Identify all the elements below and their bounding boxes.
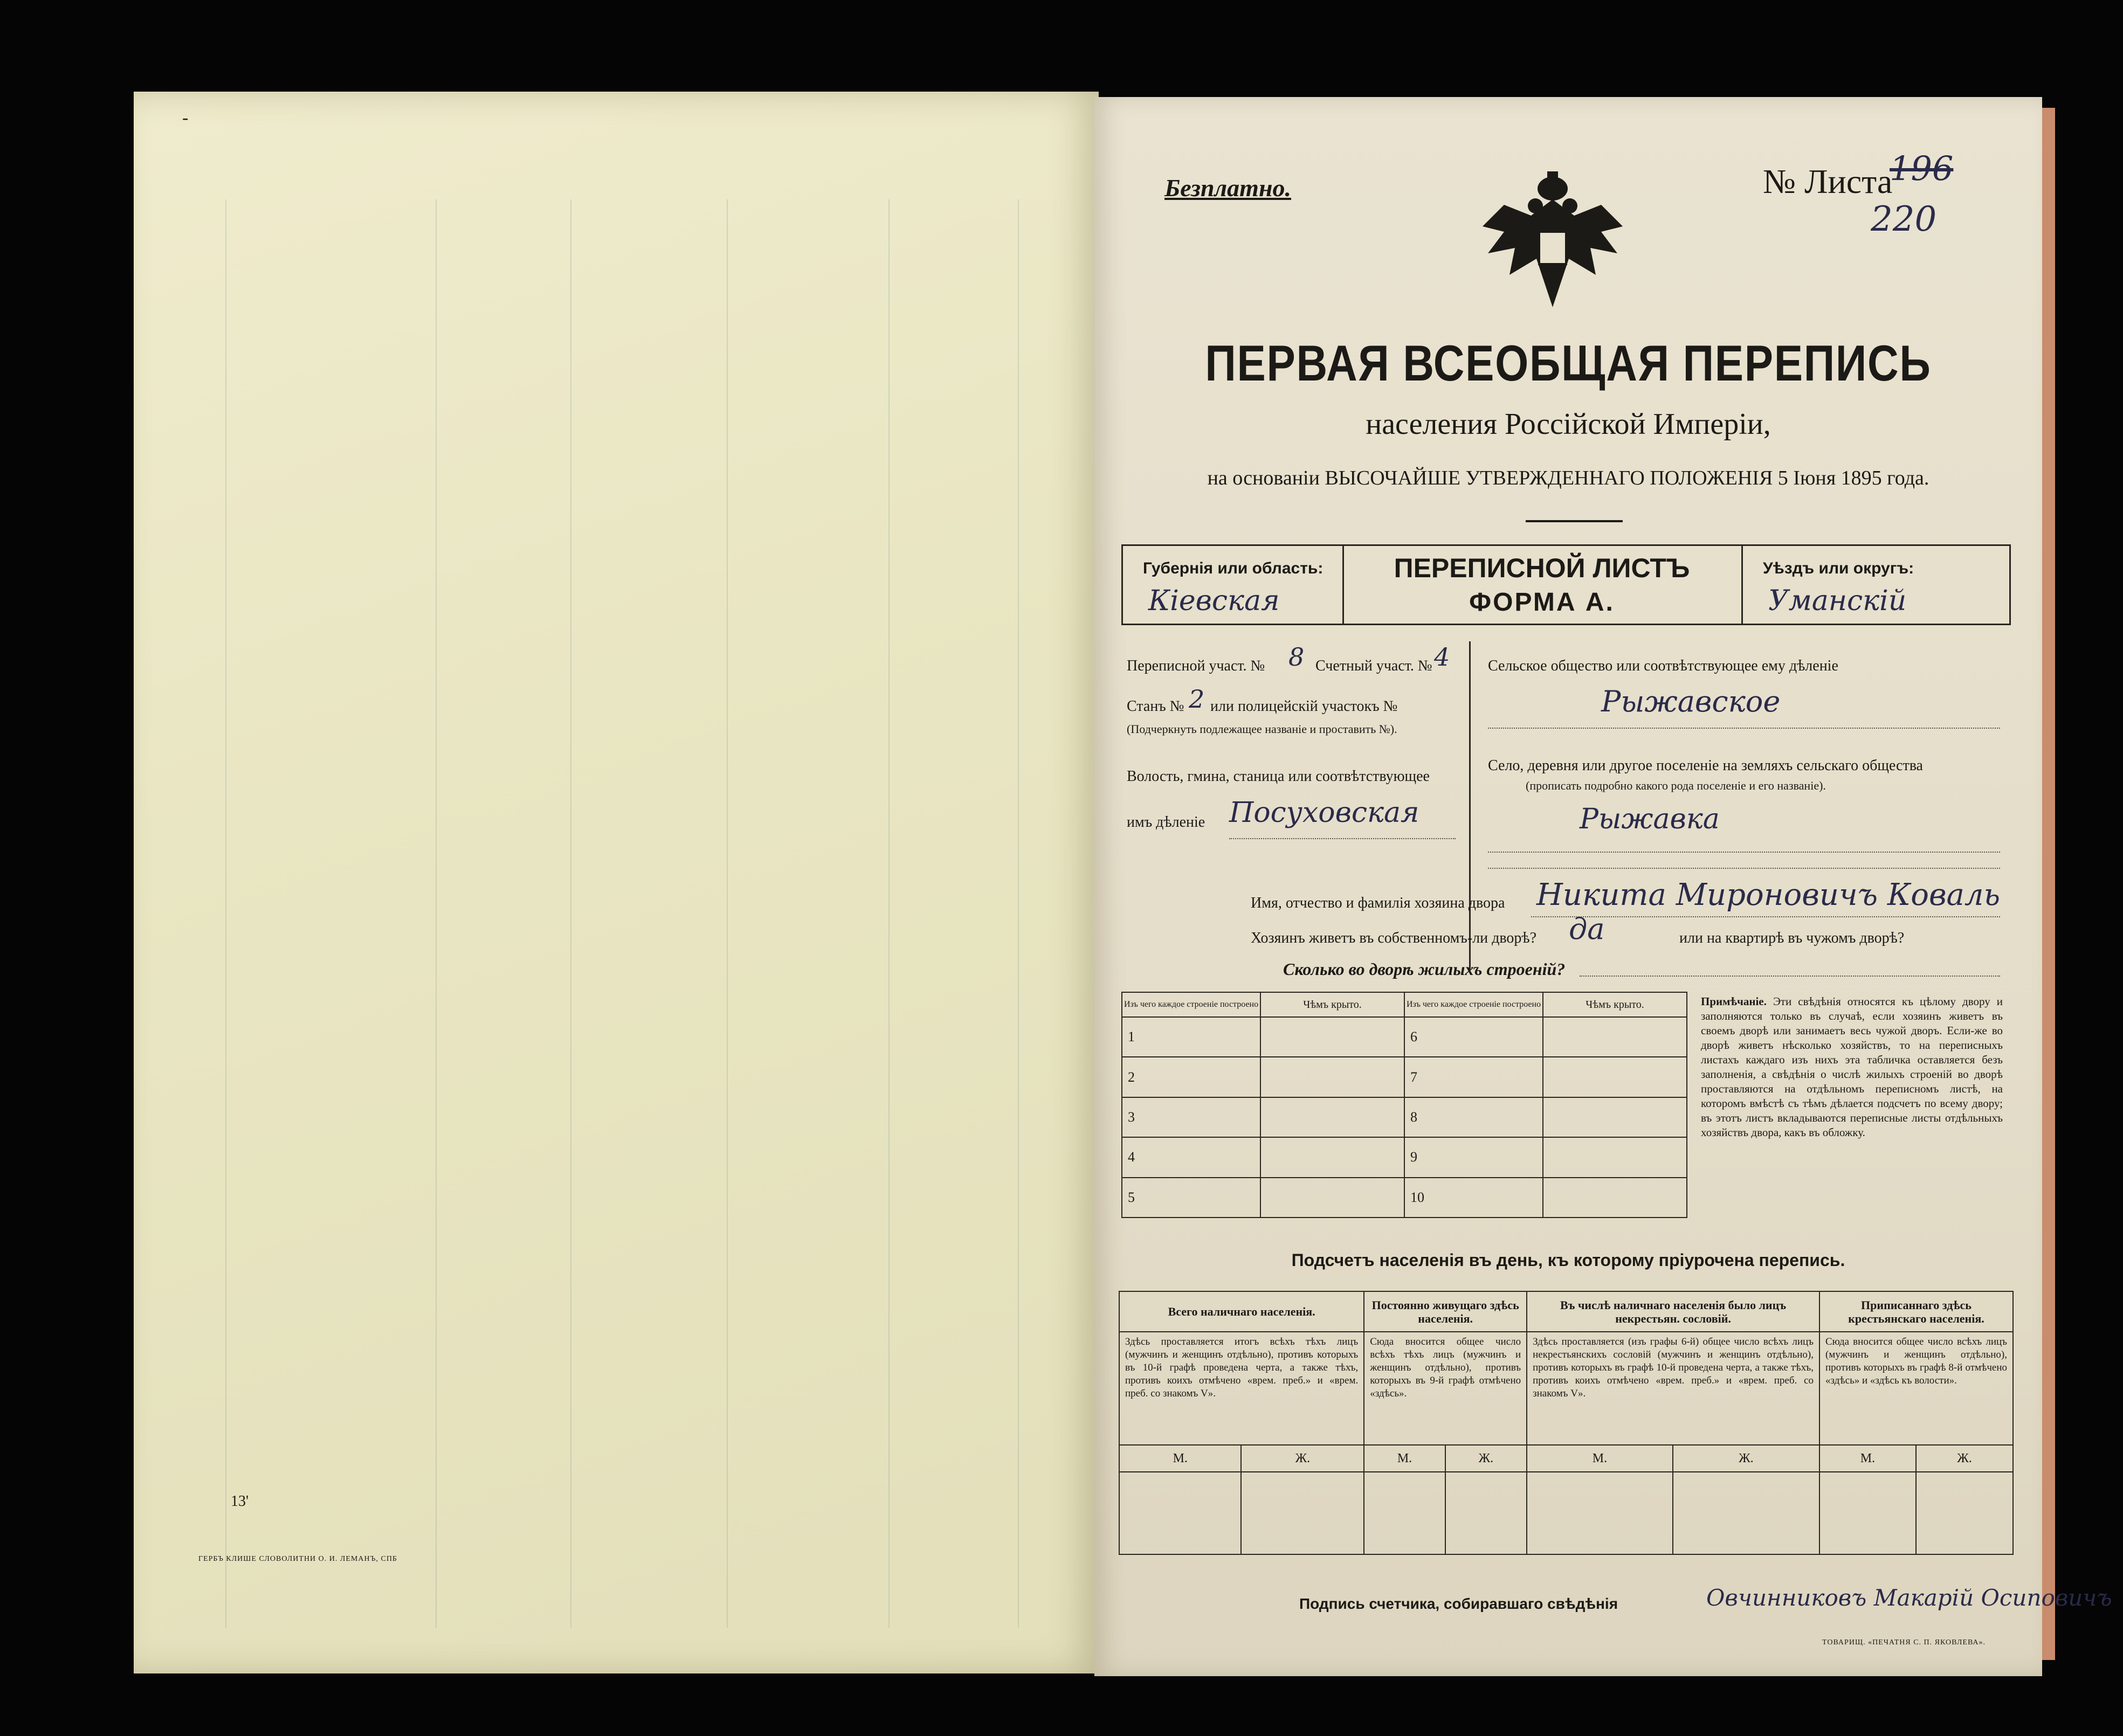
col-material: Изъ чего каждое строеніе построено (1404, 992, 1543, 1017)
society-line (1488, 728, 2000, 729)
female-header: Ж. (1916, 1445, 2013, 1472)
sheet-label: № Листа (1763, 162, 1893, 200)
corner-mark: - (182, 108, 189, 128)
ornament-divider (1526, 520, 1623, 522)
signature-value: Овчинниковъ Макарій Осиповичъ (1706, 1585, 2112, 1611)
col-head: Въ числѣ наличнаго населенія было лицъ некрестьян. сословій. (1527, 1291, 1819, 1332)
col-roof: Чѣмъ крыто. (1543, 992, 1687, 1017)
male-header: М. (1819, 1445, 1916, 1472)
ghost-column-line (1018, 199, 1019, 1628)
row-number: 9 (1404, 1137, 1543, 1177)
count-cell (1241, 1472, 1364, 1554)
form-name: ФОРМА А. (1469, 588, 1615, 617)
census-district-label: Переписной участ. № (1127, 658, 1265, 674)
volost-label-2: имъ дѣленіе (1127, 814, 1205, 831)
count-cell (1673, 1472, 1819, 1554)
ghost-column-line (225, 199, 226, 1628)
col-material: Изъ чего каждое строеніе построено (1122, 992, 1260, 1017)
society-value: Рыжавское (1601, 684, 1781, 718)
bottom-mark: 13' (231, 1493, 249, 1510)
male-header: М. (1527, 1445, 1673, 1472)
ghost-column-line (727, 199, 728, 1628)
divider (1741, 544, 1743, 625)
form-title: ПЕРЕПИСНОЙ ЛИСТЪ (1394, 553, 1690, 583)
note-label: Примѣчаніе. (1701, 995, 1767, 1008)
signature-label: Подпись счетчика, собиравшаго свѣдѣнія (1299, 1595, 1618, 1612)
count-cell (1819, 1472, 1916, 1554)
stan-label: Станъ № (1127, 698, 1184, 715)
legal-basis: на основаніи ВЫСОЧАЙШЕ УТВЕРЖДЕННАГО ПОЛОЖЕНІЯ 5 Іюня 1895 года. (1207, 467, 1929, 489)
village-label: Село, деревня или другое поселеніе на земляхъ сельскаго общества (1488, 757, 1923, 774)
gubernia-value: Кіевская (1148, 585, 1280, 617)
row-number: 2 (1122, 1057, 1260, 1097)
volost-line (1229, 838, 1456, 839)
gubernia-label: Губернія или область: (1143, 559, 1324, 577)
village-note: (прописать подробно какого рода поселеніе и его названіе). (1526, 779, 1826, 792)
free-label: Безплатно. (1164, 174, 1291, 202)
male-header: М. (1119, 1445, 1241, 1472)
row-number: 1 (1122, 1017, 1260, 1057)
volost-value: Посуховская (1229, 797, 1419, 829)
left-imprint: ГЕРБЪ КЛИШЕ СЛОВОЛИТНИ О. И. ЛЕМАНЪ, СПБ (198, 1555, 397, 1563)
summary-title: Подсчетъ населенія въ день, къ которому пріурочена перепись. (1291, 1250, 1845, 1270)
ghost-column-line (888, 199, 890, 1628)
underline-note: (Подчеркнуть подлежащее названіе и проставить №). (1127, 722, 1397, 736)
col-head: Постоянно живущаго здѣсь населенія. (1364, 1291, 1527, 1332)
count-cell (1445, 1472, 1527, 1554)
count-district-value: 4 (1434, 642, 1450, 672)
left-page (134, 92, 1099, 1673)
row-number: 4 (1122, 1137, 1260, 1177)
row-number: 6 (1404, 1017, 1543, 1057)
police-label: или полицейскій участокъ № (1210, 698, 1398, 715)
population-summary-table (1119, 1291, 2014, 1555)
village-value: Рыжавка (1580, 803, 1720, 835)
own-yard-label: Хозяинъ живетъ въ собственномъ-ли дворѣ? (1251, 930, 1537, 946)
society-label: Сельское общество или соотвѣтствующее ему дѣленіе (1488, 658, 1838, 674)
census-form-page (1094, 97, 2112, 1676)
row-number: 5 (1122, 1178, 1260, 1218)
volost-label: Волость, гмина, станица или соотвѣтствующее (1127, 768, 1430, 785)
row-number: 3 (1122, 1097, 1260, 1137)
subtitle: населения Россійской Имперіи, (1366, 407, 1771, 441)
col-head: Всего наличнаго населенія. (1119, 1291, 1364, 1332)
male-header: М. (1364, 1445, 1445, 1472)
ghost-column-line (570, 199, 571, 1628)
col-head: Приписаннаго здѣсь крестьянскаго населенія. (1819, 1291, 2013, 1332)
row-number: 7 (1404, 1057, 1543, 1097)
census-district-value: 8 (1288, 642, 1305, 672)
count-cell (1916, 1472, 2013, 1554)
count-cell (1364, 1472, 1445, 1554)
sheet-number-struck: 196 (1890, 149, 1954, 188)
sheet-number: 220 (1871, 199, 1937, 239)
buildings-line (1580, 976, 2000, 977)
buildings-table (1121, 992, 1687, 1218)
female-header: Ж. (1673, 1445, 1819, 1472)
rent-label: или на квартирѣ въ чужомъ дворѣ? (1679, 930, 1905, 946)
stan-value: 2 (1189, 684, 1205, 714)
col-desc: Здѣсь проставляется (изъ графы 6-й) общее число всѣхъ лицъ некрестьянскихъ сословій (мужчинъ и женщинъ отдѣльно), противъ которыхъ въ графѣ 10-й проведена черта, а также тѣхъ, противъ коихъ отмѣчено «врем. преб.» и «врем. преб. со знакомъ V». (1527, 1332, 1819, 1445)
female-header: Ж. (1445, 1445, 1527, 1472)
right-imprint: ТОВАРИЩ. «ПЕЧАТНЯ С. П. ЯКОВЛЕВА». (1822, 1638, 1986, 1647)
imperial-eagle-icon (1472, 167, 1633, 318)
own-yard-value: да (1569, 912, 1605, 946)
uezd-label: Уѣздъ или округъ: (1763, 559, 1914, 577)
count-cell (1527, 1472, 1673, 1554)
owner-value: Никита Мироновичъ Коваль (1536, 877, 2001, 912)
count-cell (1119, 1472, 1241, 1554)
buildings-label: Сколько во дворѣ жилыхъ строеній? (1283, 959, 1566, 979)
note-text: Эти свѣдѣнія относятся къ цѣлому двору и заполняются только въ случаѣ, если хозяинъ живетъ въ своемъ дворѣ или занимаетъ весь чужой дворъ. Если-же во дворѣ живетъ нѣсколько хозяйствъ, то на переписныхъ листахъ каждаго изъ нихъ эта табличка оставляется безъ заполненія, а свѣдѣнія о числѣ жилыхъ строеній во дворѣ проставляются на отдѣльномъ переписномъ листѣ, на которомъ вмѣстѣ съ тѣмъ дѣлается подсчетъ по всему двору; въ этотъ листъ вкладываются переписные листы отдѣльныхъ хозяйствъ двора, какъ въ обложку. (1701, 995, 2003, 1139)
count-district-label: Счетный участ. № (1315, 658, 1432, 674)
col-desc: Сюда вносится общее число всѣхъ тѣхъ лицъ (мужчинъ и женщинъ отдѣльно), противъ которыхъ въ 9-й графѣ отмѣчено «здѣсь». (1364, 1332, 1527, 1445)
main-title: ПЕРВАЯ ВСЕОБЩАЯ ПЕРЕПИСЬ (1205, 335, 1932, 391)
village-line-2 (1488, 868, 2000, 869)
col-desc: Сюда вносится общее число всѣхъ лицъ (мужчинъ и женщинъ отдѣльно), противъ которыхъ въ графѣ 8-й отмѣчено «здѣсь» и «здѣсь къ волости». (1819, 1332, 2013, 1445)
female-header: Ж. (1241, 1445, 1364, 1472)
uezd-value: Уманскій (1768, 585, 1907, 617)
col-desc: Здѣсь проставляется итогъ всѣхъ тѣхъ лицъ (мужчинъ и женщинъ отдѣльно), противъ которыхъ въ 10-й графѣ проведена черта, а также тѣхъ, противъ коихъ отмѣчено «врем. преб.» и «врем. преб. со знакомъ V». (1119, 1332, 1364, 1445)
row-number: 10 (1404, 1178, 1543, 1218)
fields-divider (1469, 641, 1471, 970)
col-roof: Чѣмъ крыто. (1260, 992, 1404, 1017)
ghost-column-line (436, 199, 437, 1628)
village-line (1488, 852, 2000, 853)
row-number: 8 (1404, 1097, 1543, 1137)
owner-label: Имя, отчество и фамилія хозяина двора (1251, 895, 1505, 911)
note (1701, 994, 2003, 1140)
